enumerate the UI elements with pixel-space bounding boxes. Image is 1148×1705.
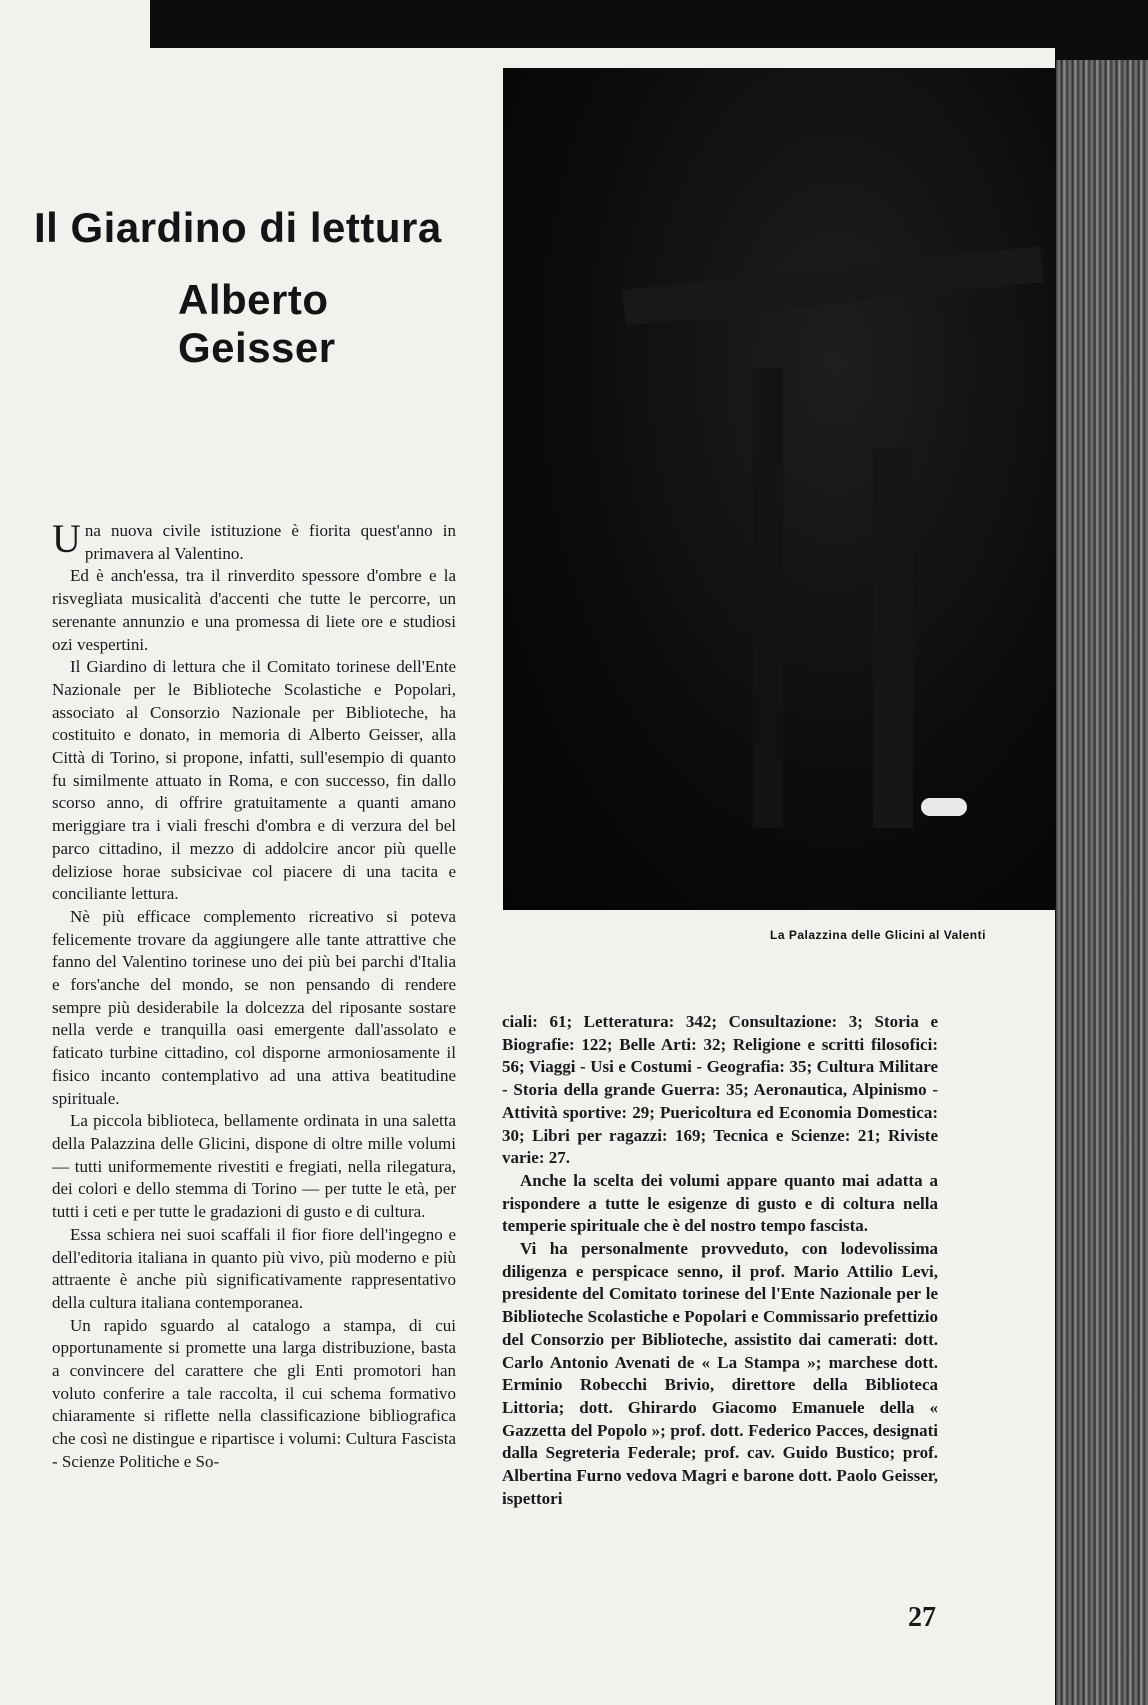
photo-lamp bbox=[921, 798, 967, 816]
article-subtitle: Alberto Geisser bbox=[178, 276, 336, 371]
photo-palazzina bbox=[503, 68, 1056, 910]
paragraph: Anche la scelta dei volumi appare quanto mai adatta a rispondere a tutte le esigenze di gusto e di coltura nella temperie spirituale che è del nostro tempo fascista. bbox=[502, 1170, 938, 1236]
paragraph: La piccola biblioteca, bellamente ordinata in una saletta della Palazzina delle Glicini, dispone di oltre mille volumi — tutti uniformemente rivestiti e fregiati, nella rilegatura, dei colori e dello stemma di Torino — per tutte le età, per tutti i ceti e per tutte le gradazioni di gusto e di cultura. bbox=[52, 1111, 456, 1222]
photo-beam bbox=[622, 246, 1043, 326]
page-edge bbox=[0, 0, 150, 48]
photo-caption: La Palazzina delle Glicini al Valenti bbox=[770, 928, 986, 942]
paragraph: ciali: 61; Letteratura: 342; Consultazione: 3; Storia e Biografie: 122; Belle Arti: 32; Religione e scritti filosofici: 56; Viaggi - Usi e Costumi - Geografia: 35; Cultura Militare - Storia della grande Guerra: 35; Aeronautica, Alpinismo - Attività sportive: 29; Puericoltura ed Economia Domestica: 30; Libri per ragazzi: 169; Tecnica e Scienze: 21; Riviste varie: 27. bbox=[502, 1012, 938, 1168]
paragraph: Vi ha personalmente provveduto, con lodevolissima diligenza e perspicace senno, il prof. Mario Attilio Levi, presidente del Comitato torinese del l'Ente Nazionale per le Biblioteche Scolastiche e Popolari e Commissario prefettizio del Consorzio per Biblioteche, assistito dai camerati: dott. Carlo Antonio Avenati de « La Stampa »; marchese dott. Erminio Robecchi Brivio, direttore della Biblioteca Littoria; dott. Ghirardo Giacomo Emanuele della « Gazzetta del Popolo »; prof. dott. Federico Pacces, designati dalla Segreteria Federale; prof. cav. Guido Bustico; prof. Albertina Furno vedova Magri e barone dott. Paolo Geisser, ispettori bbox=[502, 1239, 938, 1508]
paragraph: Nè più efficace complemento ricreativo si poteva felicemente trovare da aggiungere alle tante attrattive che fanno del Valentino torinese uno dei più bei parchi d'Italia e fors'anche del mondo, se non pensando di rendere sempre più desiderabile la dolcezza del riposante sostare nella verde e tranquilla oasi emergente dall'assolato e faticato turbine cittadino, col disporne armoniosamente il fisico incanto contemplativo ad una attiva beatitudine spirituale. bbox=[52, 906, 456, 1108]
text-column-left bbox=[52, 516, 456, 1474]
paragraph: Essa schiera nei suoi scaffali il fior fiore dell'ingegno e dell'editoria italiana in quanto più vivo, più moderno e più attraente è anche più significativamente rappresentativo della cultura italiana contemporanea. bbox=[52, 1224, 456, 1312]
text-column-right bbox=[502, 1011, 938, 1510]
drop-cap: U bbox=[52, 516, 81, 561]
paragraph: Una nuova civile istituzione è fiorita quest'anno in primavera al Valentino. bbox=[52, 516, 456, 563]
paragraph: Ed è anch'essa, tra il rinverdito spessore d'ombre e la risvegliata musicalità d'accenti che tutte le percorre, un serenante annunzio e una promessa di liete ore e studiosi ozi vespertini. bbox=[52, 566, 456, 654]
photo-column bbox=[753, 368, 783, 828]
page-number: 27 bbox=[908, 1602, 936, 1633]
paragraph: Il Giardino di lettura che il Comitato torinese dell'Ente Nazionale per le Biblioteche Scolastiche e Popolari, associato al Consorzio Nazionale per Biblioteche, ha costituito e donato, in memoria di Alberto Geisser, alla Città di Torino, si propone, infatti, sull'esempio di quanto fu similmente attuato in Roma, e con successo, fin dallo scorso anno, di offrire gratuitamente a quanti amano meriggiare tra i viali freschi d'ombra e di verzura del bel parco cittadino, il mezzo di addolcire ancor più quelle deliziose horae subsicivae col piacere di una tacita e conciliante lettura. bbox=[52, 657, 456, 904]
book-spine bbox=[1056, 60, 1148, 1705]
paragraph: Un rapido sguardo al catalogo a stampa, di cui opportunamente si promette una larga distribuzione, basta a convincere del carattere che gli Enti promotori han voluto conferire a tale raccolta, il cui schema formativo chiaramente si riflette nella classificazione bibliografica che così ne distingue e ripartisce i volumi: Cultura Fascista - Scienze Politiche e So- bbox=[52, 1315, 456, 1471]
article-title: Il Giardino di lettura bbox=[34, 204, 442, 251]
photo-column bbox=[873, 448, 913, 828]
